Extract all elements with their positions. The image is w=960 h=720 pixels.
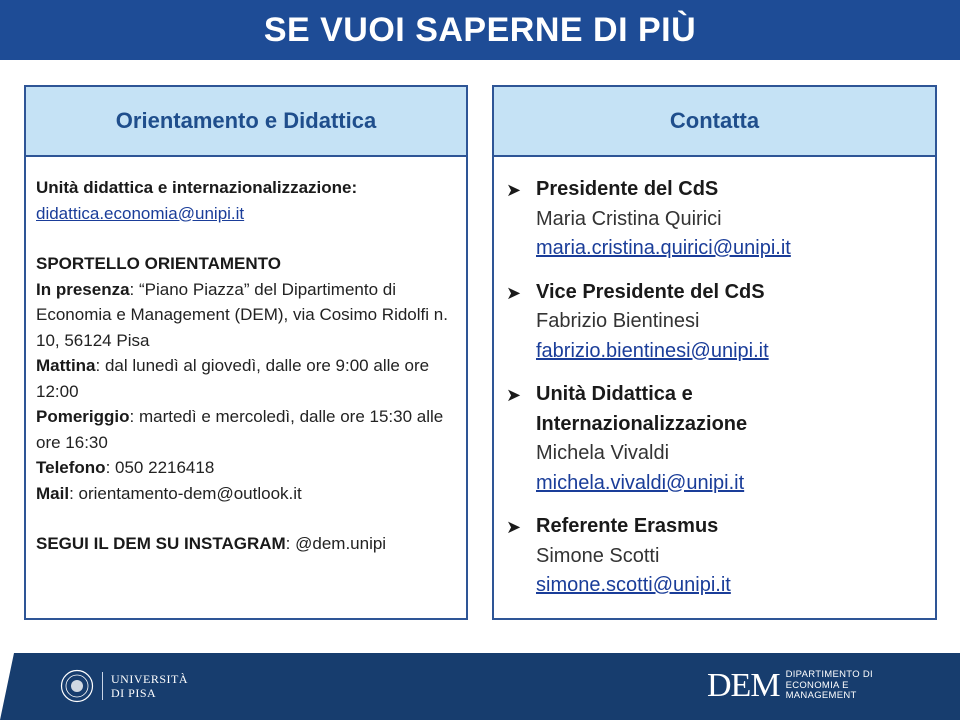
presenza-line bbox=[36, 277, 456, 354]
title-bar bbox=[0, 0, 960, 60]
dem-line3: MANAGEMENT bbox=[785, 690, 857, 702]
contact-role: Presidente del CdS bbox=[536, 178, 719, 200]
telefono-line bbox=[36, 455, 456, 481]
orientamento-panel-title: Orientamento e Didattica bbox=[115, 108, 377, 133]
contact-role: Unità Didattica e Internazionalizzazione bbox=[536, 383, 748, 435]
mail-label: Mail bbox=[36, 483, 70, 503]
instagram-text: : @dem.unipi bbox=[285, 534, 387, 553]
mattina-line bbox=[36, 353, 456, 404]
pomeriggio-line bbox=[36, 404, 456, 455]
contatta-panel-title: Contatta bbox=[669, 108, 760, 133]
pomeriggio-text: : martedì e mercoledì, dalle ore 15:30 alle ore 16:30 bbox=[36, 407, 444, 452]
dem-line1: DIPARTIMENTO DI bbox=[785, 669, 873, 681]
contatta-panel-body bbox=[494, 157, 935, 601]
contact-item bbox=[504, 175, 925, 264]
university-name-line1: UNIVERSITÀ bbox=[111, 672, 188, 686]
arrow-bullet-icon: ➤ bbox=[506, 180, 522, 200]
footer bbox=[0, 653, 960, 720]
contact-email-link[interactable]: fabrizio.bientinesi@unipi.it bbox=[536, 339, 769, 362]
mail-text: : orientamento-dem@outlook.it bbox=[69, 483, 302, 503]
contact-email-link[interactable]: maria.cristina.quirici@unipi.it bbox=[536, 237, 791, 259]
contact-item bbox=[504, 278, 925, 367]
dem-logo bbox=[707, 667, 873, 705]
mail-line bbox=[36, 481, 456, 507]
contact-name: Fabrizio Bientinesi bbox=[536, 310, 700, 332]
unit-label: Unità didattica e internazionalizzazione: bbox=[36, 178, 358, 197]
presenza-text: : “Piano Piazza” del Dipartimento di Economia e Management (DEM), via Cosimo Ridolfi n. 10, 56124 Pisa bbox=[36, 279, 448, 350]
mattina-label: Mattina bbox=[36, 356, 96, 375]
contact-item bbox=[504, 380, 925, 498]
pomeriggio-label: Pomeriggio bbox=[36, 407, 130, 426]
orientamento-panel bbox=[24, 85, 468, 620]
dem-wordmark: DEM bbox=[707, 667, 780, 704]
dem-line2: ECONOMIA E bbox=[785, 679, 849, 691]
contatta-panel bbox=[492, 85, 937, 620]
instagram-label: SEGUI IL DEM SU INSTAGRAM bbox=[36, 534, 286, 553]
contact-item bbox=[504, 512, 925, 601]
contact-email-link[interactable]: simone.scotti@unipi.it bbox=[536, 574, 731, 596]
contatta-panel-header bbox=[494, 87, 935, 157]
arrow-bullet-icon: ➤ bbox=[506, 517, 522, 537]
university-logo bbox=[60, 669, 188, 703]
page-title: SE VUOI SAPERNE DI PIÙ bbox=[263, 10, 697, 49]
contact-email-link[interactable]: michela.vivaldi@unipi.it bbox=[536, 471, 745, 494]
unit-email-link[interactable]: didattica.economia@unipi.it bbox=[36, 203, 245, 223]
telefono-label: Telefono bbox=[36, 458, 106, 477]
contact-role: Vice Presidente del CdS bbox=[536, 280, 765, 303]
telefono-text: : 050 2216418 bbox=[105, 458, 215, 477]
contact-name: Michela Vivaldi bbox=[536, 442, 670, 464]
sportello-heading: SPORTELLO ORIENTAMENTO bbox=[36, 254, 281, 273]
contact-name: Maria Cristina Quirici bbox=[536, 207, 722, 230]
university-seal-icon bbox=[60, 669, 94, 703]
instagram-line bbox=[36, 531, 456, 557]
presenza-label: In presenza bbox=[36, 279, 130, 299]
mattina-text: : dal lunedì al giovedì, dalle ore 9:00 alle ore 12:00 bbox=[36, 356, 430, 401]
orientamento-panel-body bbox=[26, 157, 466, 557]
orientamento-panel-header bbox=[26, 87, 466, 157]
contact-role: Referente Erasmus bbox=[536, 515, 719, 537]
contact-name: Simone Scotti bbox=[536, 544, 660, 567]
arrow-bullet-icon: ➤ bbox=[506, 385, 522, 405]
arrow-bullet-icon: ➤ bbox=[506, 282, 522, 303]
university-name-line2: DI PISA bbox=[111, 686, 157, 700]
